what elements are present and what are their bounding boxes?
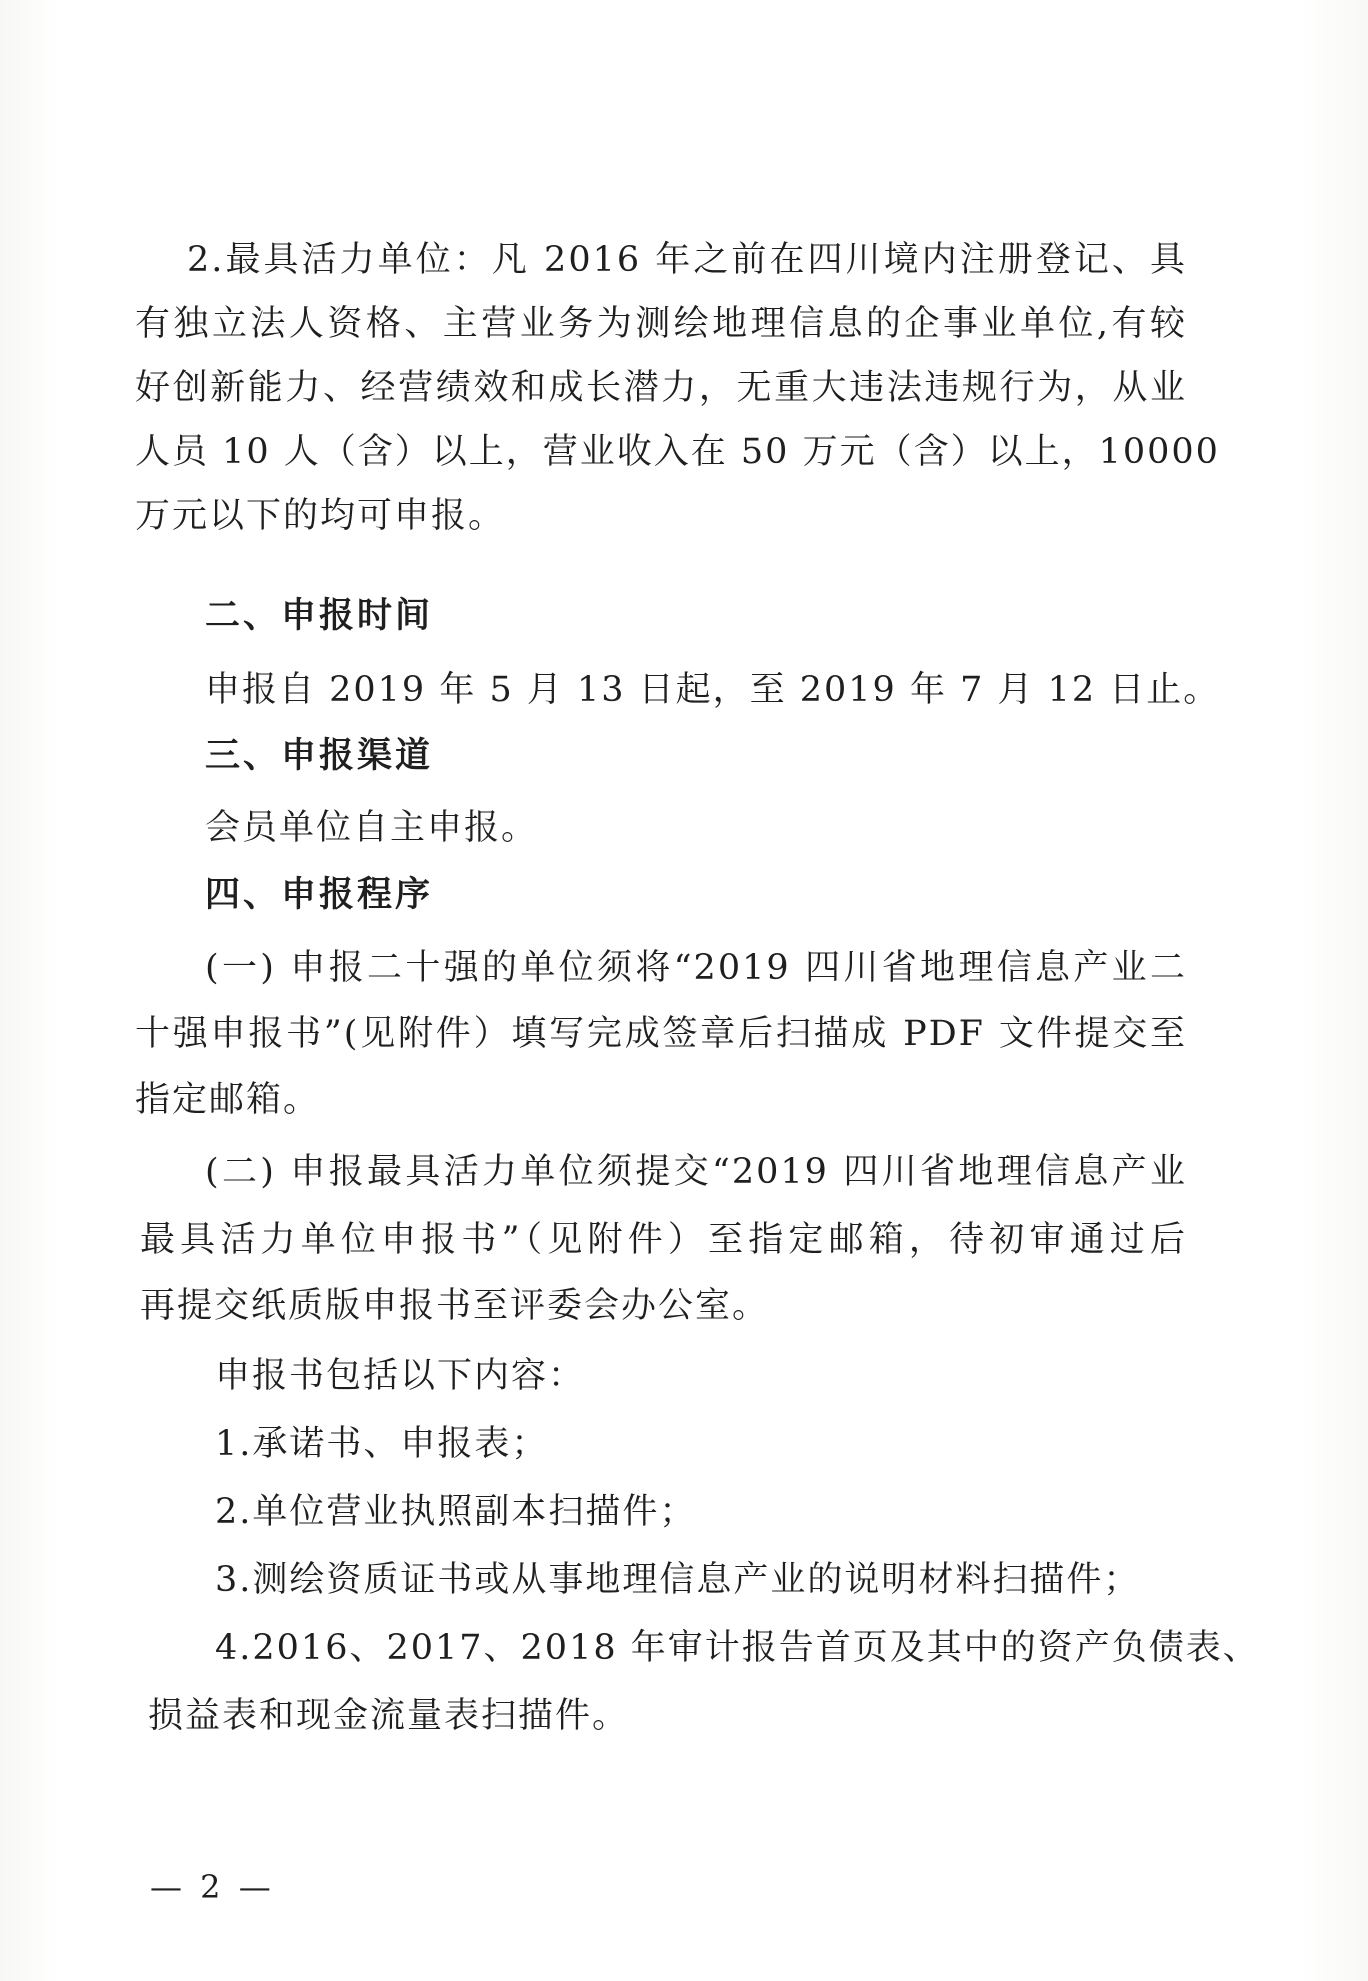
list-item-continuation: 损益表和现金流量表扫描件。 — [148, 1696, 630, 1736]
page-number: — 2 — — [150, 1868, 275, 1906]
section-heading-procedure: 四、申报程序 — [205, 875, 434, 915]
paragraph-line: 人员 10 人（含）以上，营业收入在 50 万元（含）以上，10000 — [135, 432, 1220, 472]
paragraph-line: 再提交纸质版申报书至评委会办公室。 — [140, 1286, 770, 1326]
paragraph-line: 好创新能力、经营绩效和成长潜力，无重大违法违规行为，从业 — [135, 368, 1187, 408]
list-item: 2.单位营业执照副本扫描件； — [215, 1492, 697, 1532]
list-item: 4.2016、2017、2018 年审计报告首页及其中的资产负债表、 — [215, 1628, 1260, 1668]
paragraph-line: 申报自 2019 年 5 月 13 日起，至 2019 年 7 月 12 日止。 — [205, 670, 1221, 710]
paragraph-line: 最具活力单位申报书”（见附件）至指定邮箱，待初审通过后 — [140, 1220, 1187, 1260]
paragraph-line: (一) 申报二十强的单位须将“2019 四川省地理信息产业二 — [205, 948, 1187, 988]
paragraph-line: 会员单位自主申报。 — [205, 808, 539, 848]
paragraph-line: 万元以下的均可申报。 — [135, 496, 506, 536]
section-heading-time: 二、申报时间 — [205, 596, 434, 636]
paragraph-line: 指定邮箱。 — [135, 1080, 321, 1120]
list-item: 3.测绘资质证书或从事地理信息产业的说明材料扫描件； — [215, 1560, 1141, 1600]
paragraph-line: 十强申报书”(见附件）填写完成签章后扫描成 PDF 文件提交至 — [135, 1014, 1187, 1054]
paragraph-line: 申报书包括以下内容： — [215, 1356, 586, 1396]
paragraph-line: 2.最具活力单位：凡 2016 年之前在四川境内注册登记、具 — [187, 240, 1187, 280]
paragraph-line: 有独立法人资格、主营业务为测绘地理信息的企事业单位,有较 — [135, 304, 1187, 344]
list-item: 1.承诺书、申报表； — [215, 1424, 549, 1464]
section-heading-channel: 三、申报渠道 — [205, 736, 434, 776]
paragraph-line: (二) 申报最具活力单位须提交“2019 四川省地理信息产业 — [205, 1152, 1187, 1192]
